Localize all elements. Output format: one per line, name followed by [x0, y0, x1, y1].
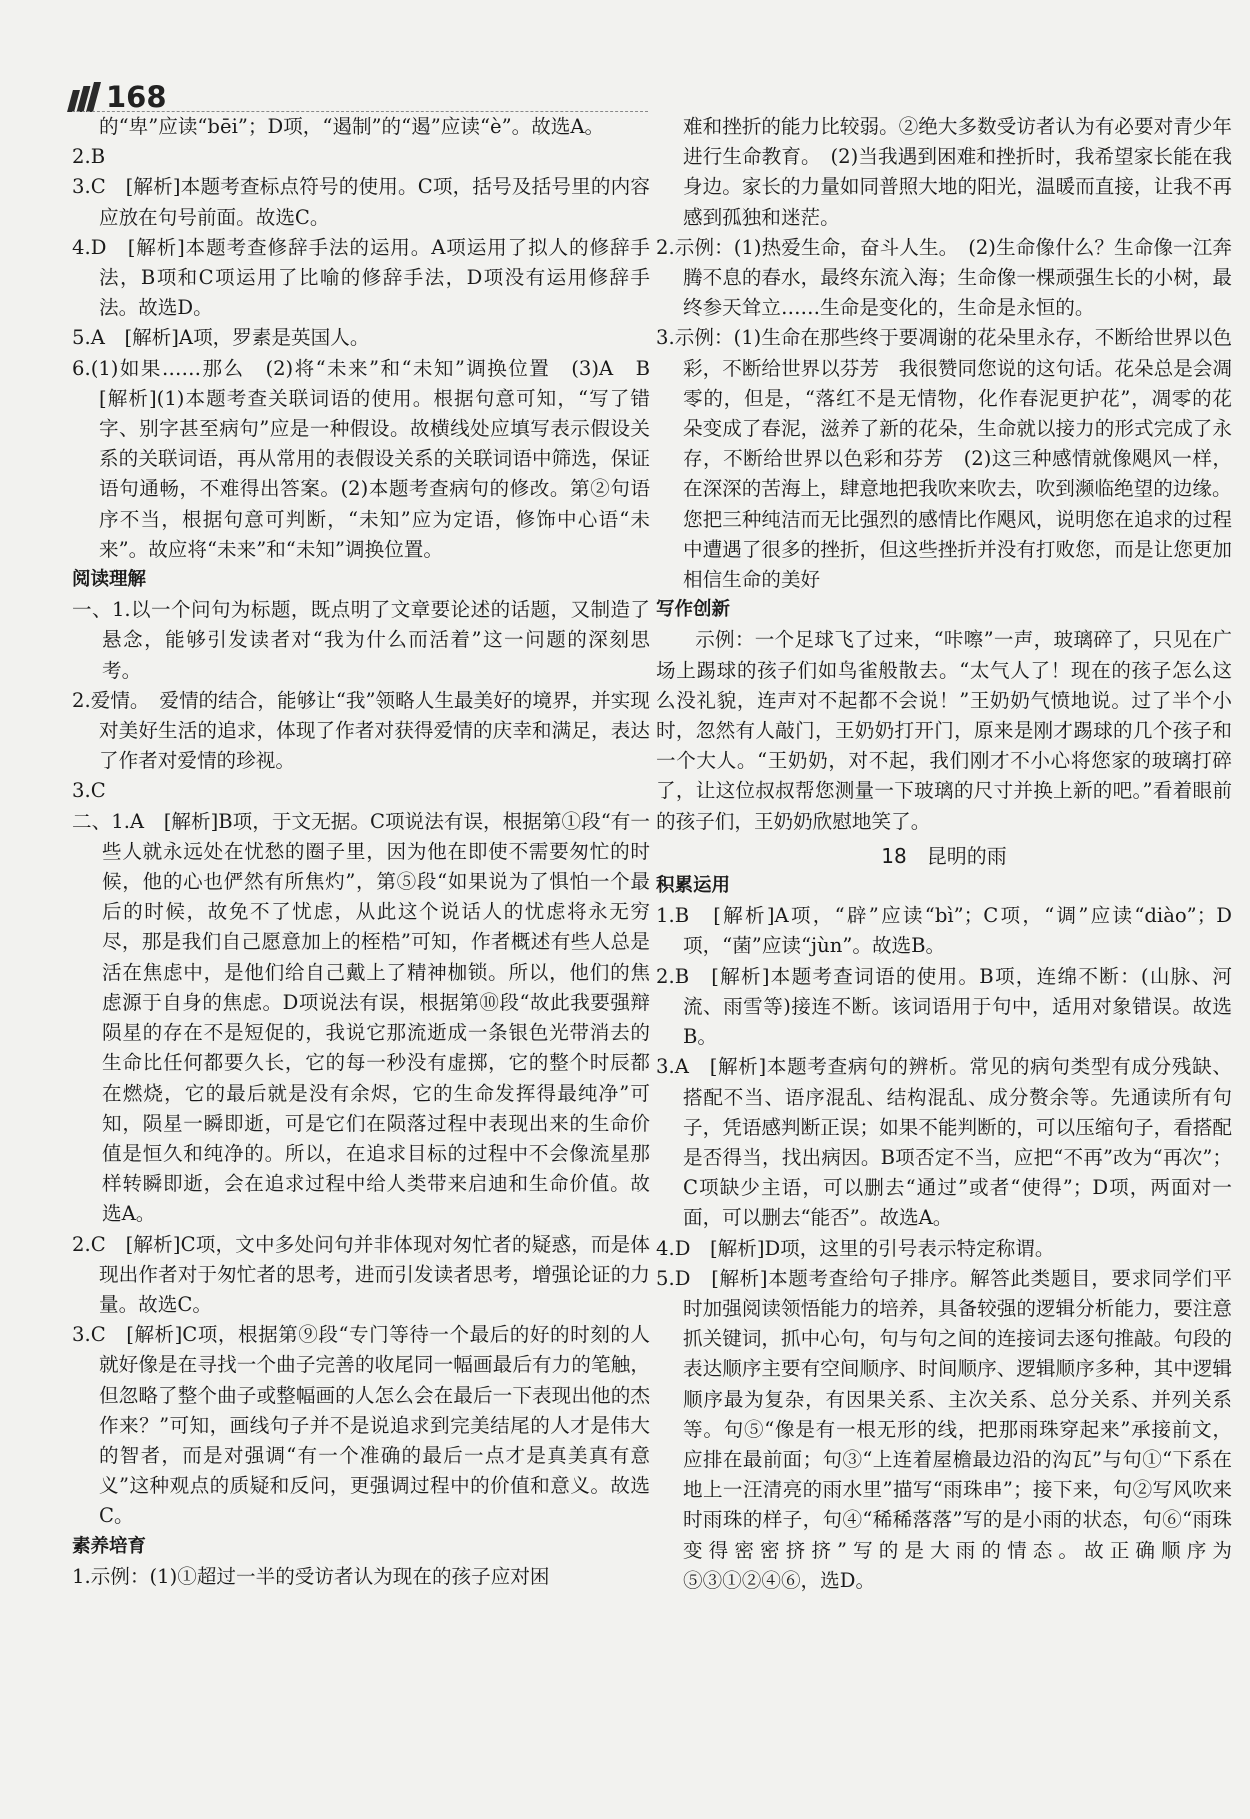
- left-paragraph: 1.示例：(1)①超过一半的受访者认为现在的孩子应对困: [72, 1564, 550, 1588]
- left-paragraph: 2.B: [72, 145, 106, 169]
- section-heading: 阅读理解: [72, 569, 147, 591]
- section-heading: 素养培育: [72, 1535, 147, 1557]
- right-column: [656, 112, 1232, 1596]
- left-paragraph: 5.A [解析]A项，罗素是英国人。: [72, 326, 370, 350]
- left-paragraph: 3.C: [72, 779, 106, 803]
- right-paragraph: 您把三种纯洁而无比强烈的感情比作飓风，说明您在追求的过程中遭遇了很多的挫折，但这些挫折并没有打败您，而是让您更加相信生命的美好: [683, 507, 1232, 592]
- left-column: [72, 112, 670, 1592]
- left-paragraph: 2.C [解析]C项，文中多处问句并非体现对匆忙者的疑惑，而是体现出作者对于匆忙者的思考，进而引发读者思考，增强论证的力量。故选C。: [72, 1232, 650, 1316]
- page-number: 168: [106, 80, 167, 114]
- right-paragraph: 3.A [解析]本题考查病句的辨析。常见的病句类型有成分残缺、搭配不当、语序混乱、结构混乱、成分赘余等。先通读所有句子，凭语感判断正误；如果不能判断的，可以压缩句子，看搭配是否得当，找出病因。B项否定不当，应把“不再”改为“再次”；C项缺少主语，可以删去“通过”或者“使得”；D项，两面对一面，可以删去“能否”。故选A。: [656, 1055, 1232, 1230]
- right-paragraph: 1.B [解析]A项，“辟”应读“bì”；C项，“调”应读“diào”；D项，“菌”应读“jùn”。故选B。: [656, 904, 1232, 958]
- left-paragraph: 3.C [解析]C项，根据第⑨段“专门等待一个最后的好的时刻的人就好像是在寻找一个曲子完善的收尾同一幅画最后有力的笔触，但忽略了整个曲子或整幅画的人怎么会在最后一下表现出他的杰作来？”可知，画线句子并不是说追求到完美结尾的人才是伟大的智者，而是对强调“有一个准确的最后一点才是真美真有意义”这种观点的质疑和反问，更强调过程中的价值和意义。故选C。: [72, 1323, 650, 1528]
- right-paragraph: 4.D [解析]D项，这里的引号表示特定称谓。: [656, 1236, 1055, 1260]
- section-heading: 写作创新: [656, 599, 731, 621]
- left-paragraph: 2.爱情。 爱情的结合，能够让“我”领略人生最美好的境界，并实现对美好生活的追求，体现了作者对获得爱情的庆幸和满足，表达了作者对爱情的珍视。: [72, 688, 650, 773]
- left-paragraph: 二、1.A [解析]B项，于文无据。C项说法有误，根据第①段“有一些人就永远处在忧愁的圈子里，因为他在即使不需要匆忙的时候，他的心也俨然有所焦灼”，第⑤段“如果说为了惧怕一个最后的时候，故免不了忧虑，从此这个说话人的忧虑将永无穷尽，那是我们自己愿意加上的桎梏”可知，作者概述有些人总是活在焦虑中，是他们给自己戴上了精神枷锁。所以，他们的焦虑源于自身的焦虑。D项说法有误，根据第⑩段“故此我要强辩陨星的存在不是短促的，我说它那流逝成一条银色光带消去的生命比任何都要久长，它的每一秒没有虚掷，它的整个时辰都在燃烧，它的最后就是没有余烬，它的生命发挥得最纯净”可知，陨星一瞬即逝，可是它们在陨落过程中表现出来的生命价值是恒久和纯净的。所以，在追求目标的过程中不会像流星那样转瞬即逝，会在追求过程中给人类带来启迪和生命价值。故选A。: [72, 809, 650, 1226]
- bars-icon: [70, 82, 100, 112]
- left-paragraph: 一、1.以一个问句为标题，既点明了文章要论述的话题，又制造了悬念，能够引发读者对“我为什么而活着”这一问题的深刻思考。: [72, 598, 650, 682]
- right-paragraph: 3.示例：(1)生命在那些终于要凋谢的花朵里永存，不断给世界以色彩，不断给世界以芬芳 我很赞同您说的这句话。花朵总是会凋零的，但是，“落红不是无情物，化作春泥更护花”，凋零的花朵变成了春泥，滋养了新的花朵，生命就以接力的形式完成了永存，不断给世界以色彩和芬芳 (2)这三种感情就像飓风一样，在深深的苦海上，肆意地把我吹来吹去，吹到濒临绝望的边缘。: [656, 326, 1232, 501]
- left-paragraph: 3.C [解析]本题考查标点符号的使用。C项，括号及括号里的内容应放在句号前面。故选C。: [72, 175, 650, 229]
- right-paragraph: 示例：一个足球飞了过来，“咔嚓”一声，玻璃碎了，只见在广场上踢球的孩子们如鸟雀般散去。“太气人了！现在的孩子怎么这么没礼貌，连声对不起都不会说！”王奶奶气愤地说。过了半个小时，忽然有人敲门，王奶奶打开门，原来是刚才踢球的几个孩子和一个大人。“王奶奶，对不起，我们刚才不小心将您家的玻璃打碎了，让这位叔叔帮您测量一下玻璃的尺寸并换上新的吧。”看着眼前的孩子们，王奶奶欣慰地笑了。: [656, 628, 1232, 833]
- page-header: [70, 72, 167, 112]
- right-paragraph: 2.示例：(1)热爱生命，奋斗人生。 (2)生命像什么？生命像一江奔腾不息的春水，最终东流入海；生命像一棵顽强生长的小树，最终参天耸立……生命是变化的，生命是永恒的。: [656, 235, 1232, 320]
- left-paragraph: 的“卑”应读“bēi”；D项，“遏制”的“遏”应读“è”。故选A。: [99, 115, 605, 138]
- right-paragraph: 5.D [解析]本题考查给句子排序。解答此类题目，要求同学们平时加强阅读领悟能力的培养，具备较强的逻辑分析能力，要注意抓关键词，抓中心句，句与句之间的连接词去逐句推敲。句段的表达顺序主要有空间顺序、时间顺序、逻辑顺序多种，其中逻辑顺序最为复杂，有因果关系、主次关系、总分关系、并列关系等。句⑤“像是有一根无形的线，把那雨珠穿起来”承接前文，应排在最前面；句③“上连着屋檐最边沿的沟瓦”与句①“下系在地上一汪清亮的雨水里”描写“雨珠串”；接下来，句②写风吹来时雨珠的样子，句④“稀稀落落”写的是小雨的状态，句⑥“雨珠变得密密挤挤”写的是大雨的情态。故正确顺序为⑤③①②④⑥，选D。: [656, 1266, 1232, 1592]
- section-heading: 积累运用: [656, 875, 731, 897]
- right-paragraph: 2.B [解析]本题考查词语的使用。B项，连绵不断：(山脉、河流、雨雪等)接连不断。该词语用于句中，适用对象错误。故选B。: [656, 964, 1232, 1049]
- left-paragraph: 4.D [解析]本题考查修辞手法的运用。A项运用了拟人的修辞手法，B项和C项运用了比喻的修辞手法，D项没有运用修辞手法。故选D。: [72, 235, 650, 320]
- right-paragraph: 难和挫折的能力比较弱。②绝大多数受访者认为有必要对青少年进行生命教育。 (2)当我遇到困难和挫折时，我希望家长能在我身边。家长的力量如同普照大地的阳光，温暖而直接，让我不再感到孤独和迷茫。: [683, 115, 1232, 229]
- left-paragraph: 6.(1)如果……那么 (2)将“未来”和“未知”调换位置 (3)A B [解析](1)本题考查关联词语的使用。根据句意可知，“写了错字、别字甚至病句”应是一种假设。故横线处应填写表示假设关系的关联词语，再从常用的表假设关系的关联词语中筛选，保证语句通畅，不难得出答案。(2)本题考查病句的修改。第②句语序不当，根据句意可判断，“未知”应为定语，修饰中心语“未来”。故应将“未来”和“未知”调换位置。: [72, 356, 670, 561]
- unit-title: 18 昆明的雨: [881, 843, 1007, 868]
